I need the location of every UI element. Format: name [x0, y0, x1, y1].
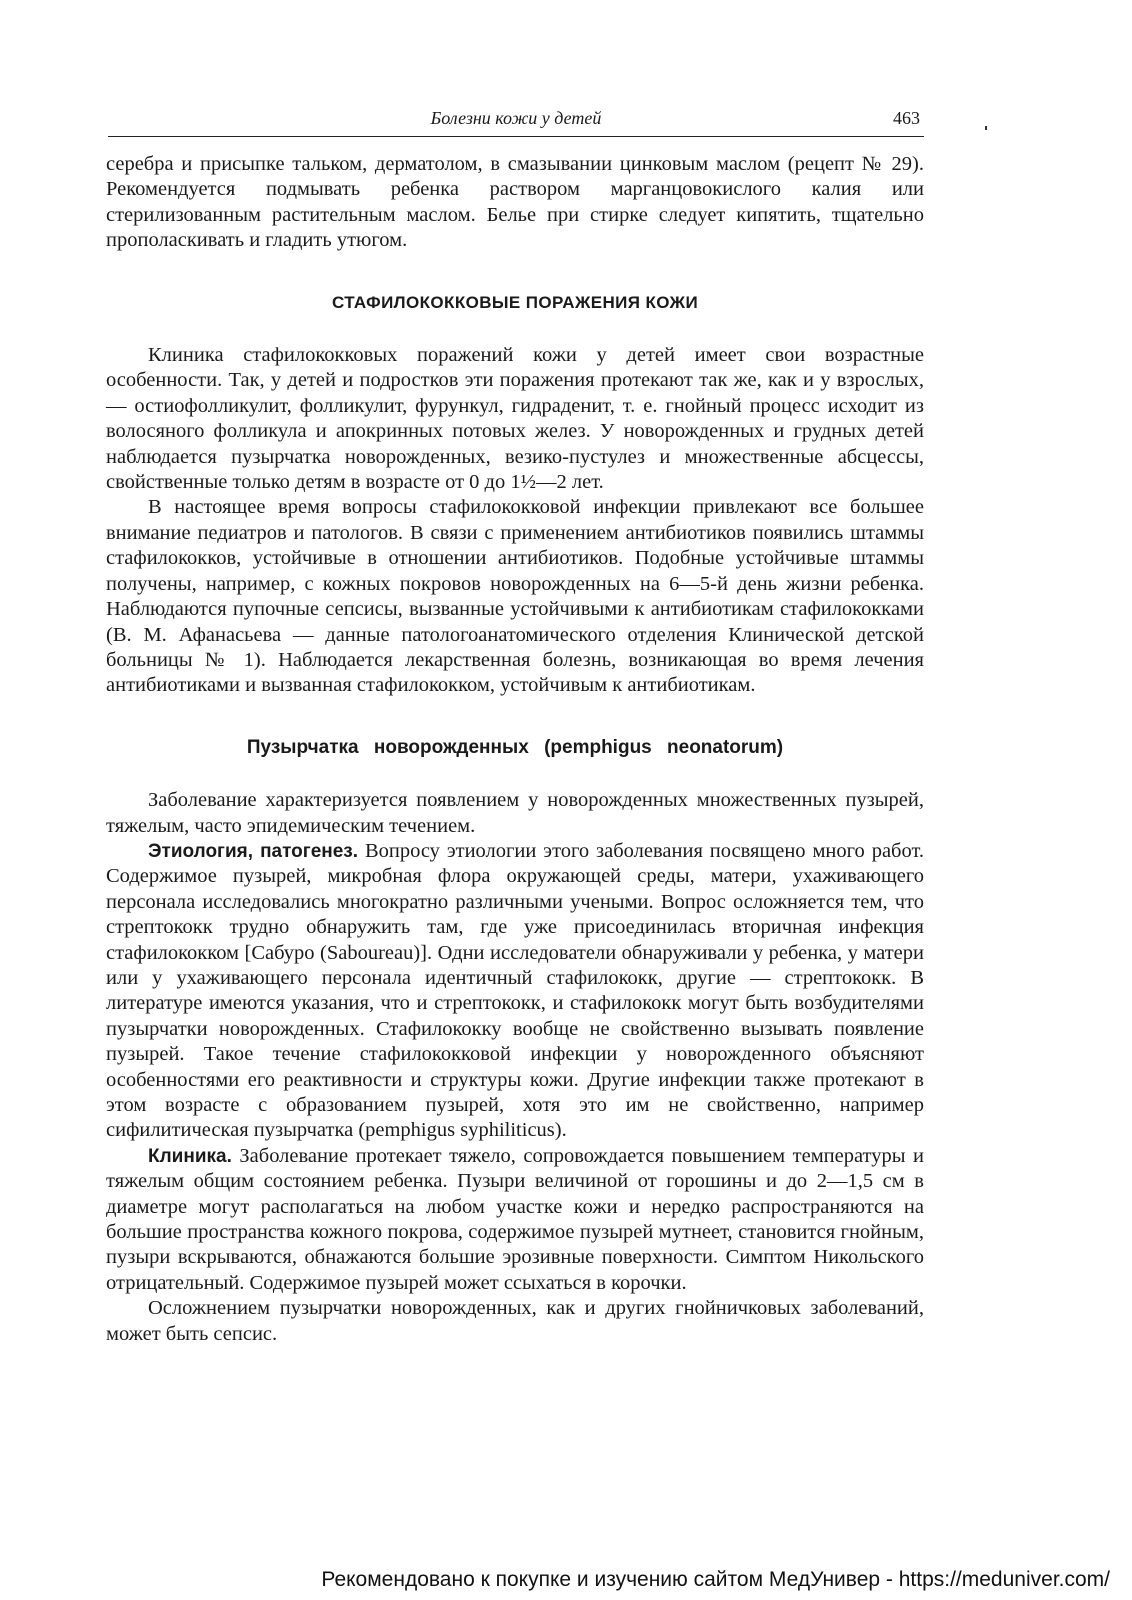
- scan-speck: [985, 126, 987, 130]
- complication-paragraph: Осложнением пузырчатки новорожденных, как и других гнойничковых заболеваний, может быть сепсис.: [106, 1297, 924, 1345]
- clinic-label: Клиника.: [148, 1145, 232, 1167]
- section-paragraph-1: Клиника стафилококковых поражений кожи у детей имеет свои возрастные особенности. Так, у детей и подростков эти поражения протекают так же, как и у взрослых,— остиофолликулит, фолликулит, фурункул, гидраденит, т. е. гнойный процесс исходит из волосяного фолликула и апокринных потовых желез. У новорожденных и грудных детей наблюдается пузырчатка новорожденных, везико-пустулез и множественные абсцессы, свойственные только детям в возрасте от 0 до 1½—2 лет.: [106, 344, 924, 494]
- clinic-text: Заболевание протекает тяжело, сопровождается повышением температуры и тяжелым общим состоянием ребенка. Пузыри величиной от горошины и до 2—1,5 см в диаметре могут располагаться на любом участке кожи и нередко распространяются на большие пространства кожного покрова, содержимое пузырей мутнеет, становится гнойным, пузыри вскрываются, обнажаются большие эрозивные поверхности. Симптом Никольского отрицательный. Содержимое пузырей может ссыхаться в корочки.: [106, 1144, 925, 1294]
- page-body: [106, 152, 924, 1347]
- running-title: Болезни кожи у детей: [430, 108, 602, 128]
- etiology-text: Вопросу этиологии этого заболевания посвящено много работ. Содержимое пузырей, микробная флора окружающей среды, матери, ухаживающего персонала исследовались многократно различными учеными. Вопрос осложняется тем, что стрептококк трудно обнаружить там, где уже присоединилась вторичная инфекция стафилококком [Сабуро (Saboureau)]. Одни исследователи обнаруживали у ребенка, у матери или у ухаживающего персонала идентичный стафилококк, другие — стрептококк. В литературе имеются указания, что и стрептококк, и стафилококк могут быть возбудителями пузырчатки новорожденных. Стафилококку вообще не свойственно вызывать появление пузырей. Такое течение стафилококковой инфекции у новорожденного объясняют особенностями его реактивности и структуры кожи. Другие инфекции также протекают в этом возрасте с образованием пузырей, хотя это им не свойственно, например сифилитическая пузырчатка (pemphigus syphiliticus).: [106, 839, 924, 1142]
- clinic-paragraph: [106, 1144, 924, 1296]
- etiology-label: Этиология, патогенез.: [148, 840, 359, 862]
- subsection-title: Пузырчатка новорожденных (pemphigus neonatorum): [246, 736, 784, 758]
- intro-paragraph: серебра и присыпке тальком, дерматолом, в смазывании цинковым маслом (рецепт № 29). Рекомендуется подмывать ребенка раствором марганцовокислого калия или стерилизованным растительным маслом. Белье при стирке следует кипятить, тщательно прополаскивать и гладить утюгом.: [106, 153, 924, 252]
- footer-note: Рекомендовано к покупке и изучению сайтом МедУнивер - https://meduniver.com/: [321, 1568, 1110, 1591]
- page-number: 463: [893, 108, 920, 128]
- page-header: [108, 104, 924, 137]
- section-title: СТАФИЛОКОККОВЫЕ ПОРАЖЕНИЯ КОЖИ: [331, 292, 699, 312]
- subsection-intro: Заболевание характеризуется появлением у новорожденных множественных пузырей, тяжелым, часто эпидемическим течением.: [106, 789, 924, 837]
- section-paragraph-2: В настоящее время вопросы стафилококковой инфекции привлекают все большее внимание педиатров и патологов. В связи с применением антибиотиков появились штаммы стафилококков, устойчивые в отношении антибиотиков. Подобные устойчивые штаммы получены, например, с кожных покровов новорожденных на 6—5-й день жизни ребенка. Наблюдаются пупочные сепсисы, вызванные устойчивыми к антибиотикам стафилококками (В. М. Афанасьева — данные патологоанатомического отделения Клинической детской больницы № 1). Наблюдается лекарственная болезнь, возникающая во время лечения антибиотиками и вызванная стафилококком, устойчивым к антибиотикам.: [106, 496, 924, 697]
- etiology-paragraph: [106, 839, 924, 1144]
